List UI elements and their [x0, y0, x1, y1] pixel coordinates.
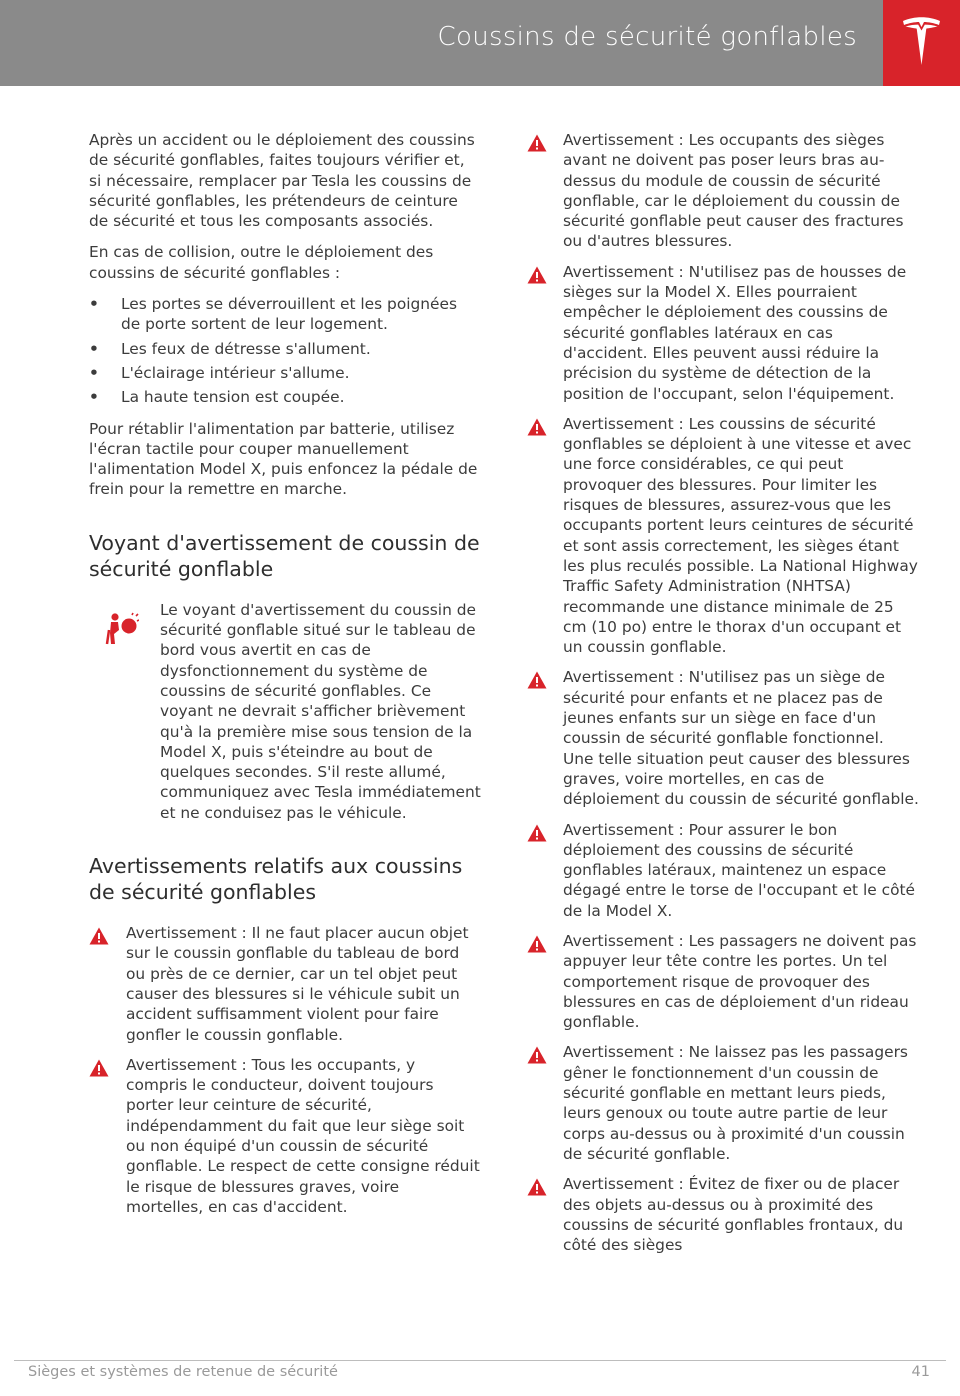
warning-item: Avertissement : N'utilisez pas de housses de sièges sur la Model X. Elles pourraient empêcher le déploiement des coussins de sécurité gonflables latéraux en cas d'accident. Elles peuvent aussi réduire la précision du système de détection de la position de l'occupant, selon l'équipement. — [527, 262, 919, 404]
warning-item: Avertissement : Les passagers ne doivent pas appuyer leur tête contre les portes. Un tel comportement risque de provoquer des blessures en cas de déploiement d'un rideau gonflable. — [527, 931, 919, 1032]
footer-divider — [14, 1360, 946, 1361]
page-title: Coussins de sécurité gonflables — [437, 22, 857, 52]
airbag-indicator-block — [89, 600, 481, 823]
section-heading-airbag-warnings: Avertissements relatifs aux coussins de sécurité gonflables — [89, 854, 463, 905]
warning-item: Avertissement : Les occupants des sièges avant ne doivent pas poser leurs bras au-dessus du module de coussin de sécurité gonflable, car le déploiement du coussin de sécurité gonflable peut causer des fractures ou d'autres blessures. — [527, 130, 919, 252]
list-item: • L'éclairage intérieur s'allume. — [89, 363, 350, 382]
section-heading-warning-light: Voyant d'avertissement de coussin de sécurité gonflable — [89, 530, 480, 581]
warning-item: Avertissement : Les coussins de sécurité gonflables se déploient à une vitesse et avec une force considérables, ce qui peut provoquer des blessures. Pour limiter les risques de blessures, assurez-vous que les occupants portent leurs ceintures de sécurité et sont assis correctement, les sièges étant les plus reculés possible. La National Highway Traffic Safety Administration (NHTSA) recommande une distance minimale de 25 cm (10 po) entre le thorax d'un occupant et un coussin gonflable. — [527, 414, 919, 658]
warning-triangle-icon — [527, 1178, 547, 1196]
warning-triangle-icon — [89, 927, 109, 945]
page-header — [0, 0, 960, 86]
tesla-logo-icon — [901, 15, 942, 67]
right-column — [527, 130, 919, 1265]
logo-box — [883, 0, 960, 86]
bullet-marker: • — [89, 339, 99, 358]
warning-item: Avertissement : Ne laissez pas les passagers gêner le fonctionnement d'un coussin de sécurité gonflable en mettant leurs pieds, leurs genoux ou toute autre partie de leur corps au-dessus ou à proximité d'un coussin de sécurité gonflable. — [527, 1042, 919, 1164]
list-item: • Les portes se déverrouillent et les poignées de porte sortent de leur logement. — [89, 295, 457, 334]
left-column — [89, 130, 481, 1227]
warning-triangle-icon — [527, 1046, 547, 1064]
bullet-marker: • — [89, 363, 99, 382]
bullet-marker: • — [89, 388, 99, 407]
collision-list — [89, 294, 481, 407]
warning-triangle-icon — [527, 824, 547, 842]
warning-triangle-icon — [527, 134, 547, 152]
warning-triangle-icon — [527, 935, 547, 953]
collision-paragraph: En cas de collision, outre le déploiement des coussins de sécurité gonflables : — [89, 243, 434, 282]
warning-triangle-icon — [89, 1059, 109, 1077]
warning-item: Avertissement : Pour assurer le bon déploiement des coussins de sécurité gonflables latéraux, maintenez un espace dégagé entre le torse de l'occupant et le côté de la Model X. — [527, 820, 919, 921]
list-item: • Les feux de détresse s'allument. — [89, 339, 371, 358]
bullet-marker: • — [89, 295, 99, 314]
indicator-description: Le voyant d'avertissement du coussin de sécurité gonflable situé sur le tableau de bord vous avertit en cas de dysfonctionnement du système de coussins de sécurité gonflables. Ce voyant ne devrait s'afficher brièvement qu'à la première mise sous tension de la Model X, puis s'éteindre au bout de quelques secondes. S'il reste allumé, communiquez avec Tesla immédiatement et ne conduisez pas le véhicule. — [160, 600, 481, 822]
list-item: • La haute tension est coupée. — [89, 388, 345, 407]
footer-section-title: Sièges et systèmes de retenue de sécurité — [28, 1364, 338, 1380]
warning-triangle-icon — [527, 671, 547, 689]
warning-item: Avertissement : Tous les occupants, y compris le conducteur, doivent toujours porter leur ceinture de sécurité, indépendamment du fait que leur siège soit ou non équipé d'un coussin de sécurité gonflable. Le respect de cette consigne réduit le risque de blessures graves, voire mortelles, en cas d'accident. — [89, 1055, 481, 1217]
warning-item: Avertissement : Évitez de fixer ou de placer des objets au-dessus ou à proximité des coussins de sécurité gonflables frontaux, du côté des sièges — [527, 1174, 919, 1255]
restore-power-paragraph: Pour rétablir l'alimentation par batterie, utilisez l'écran tactile pour couper manuellement l'alimentation Model X, puis enfoncez la pédale de frein pour la remettre en marche. — [89, 419, 478, 499]
warning-triangle-icon — [527, 418, 547, 436]
warning-item: Avertissement : Il ne faut placer aucun objet sur le coussin gonflable du tableau de bord ou près de ce dernier, car un tel objet peut causer des blessures si le véhicule subit un accident suffisamment violent pour faire gonfler le coussin gonflable. — [89, 923, 481, 1045]
intro-paragraph: Après un accident ou le déploiement des coussins de sécurité gonflables, faites toujours vérifier et, si nécessaire, remplacer par Tesla les coussins de sécurité gonflables, les prétendeurs de ceinture de sécurité et tous les composants associés. — [89, 131, 475, 231]
page-number: 41 — [911, 1364, 930, 1380]
warning-item: Avertissement : N'utilisez pas un siège de sécurité pour enfants et ne placez pas de jeunes enfants sur un siège en face d'un coussin de sécurité gonflable fonctionnel. Une telle situation peut causer des blessures graves, voire mortelles, en cas de déploiement du coussin de sécurité gonflable. — [527, 667, 919, 809]
warning-triangle-icon — [527, 266, 547, 284]
airbag-warning-icon — [105, 612, 139, 646]
